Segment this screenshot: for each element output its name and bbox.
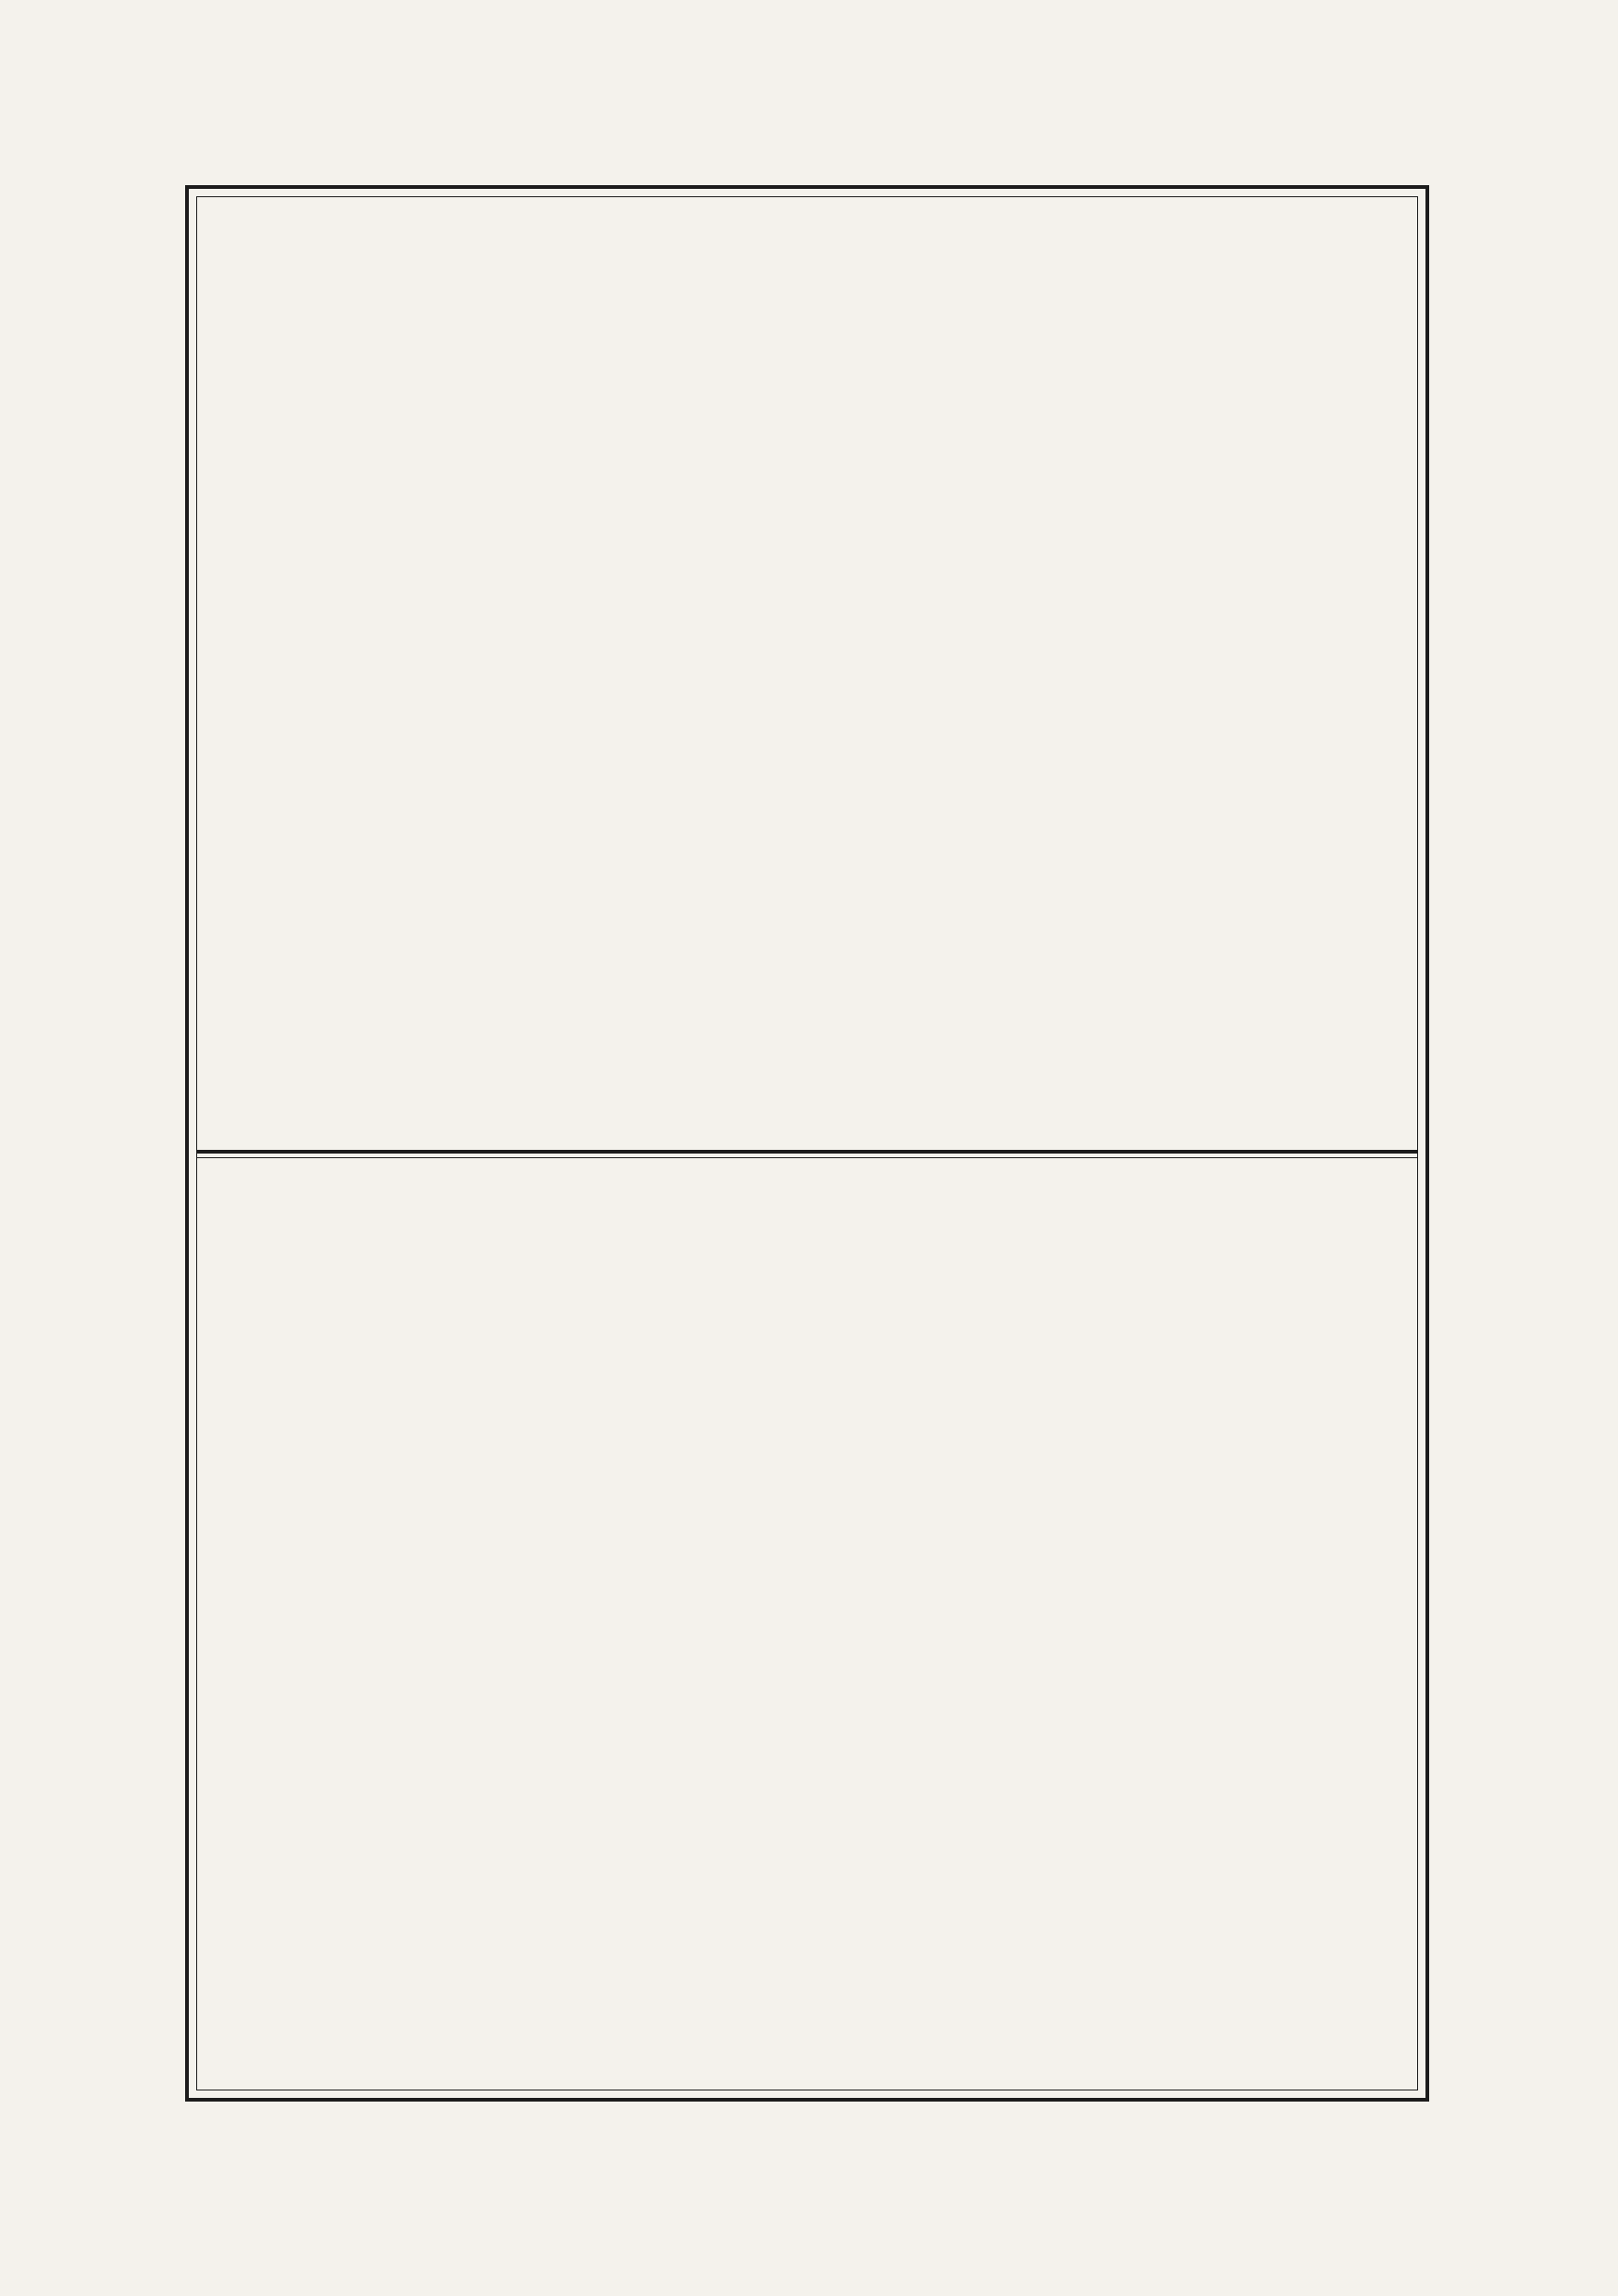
text-frame xyxy=(185,185,1429,2102)
section-divider xyxy=(196,1150,1418,1154)
section-divider-thin xyxy=(196,1157,1418,1158)
text-frame-inner xyxy=(196,196,1418,2090)
